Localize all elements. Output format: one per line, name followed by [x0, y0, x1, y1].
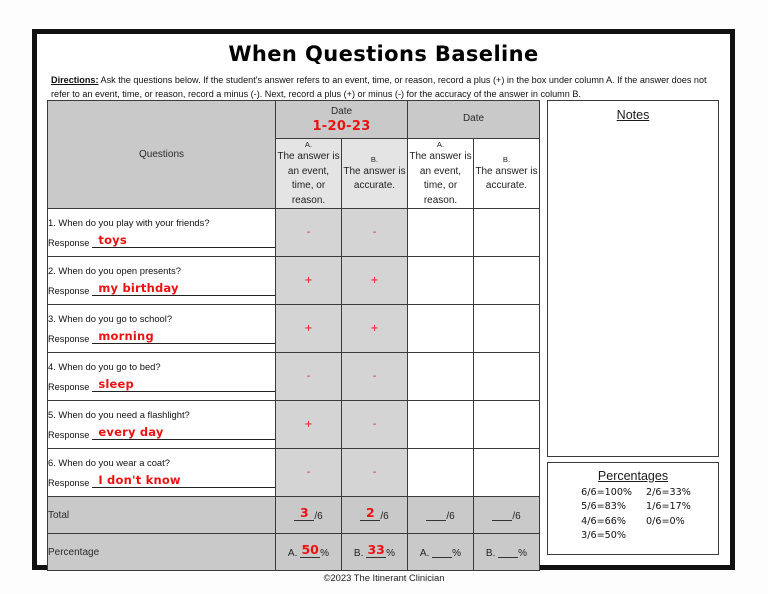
- percentages-key-title: Percentages: [597, 469, 669, 483]
- question-cell-4: [48, 353, 276, 401]
- percentages-key-item: 4/6=66%: [581, 515, 626, 527]
- total-blank-a2[interactable]: [426, 508, 446, 521]
- notes-box[interactable]: [547, 100, 719, 457]
- percentages-key-columns: [548, 486, 718, 544]
- percentage-suffix-b1: %: [386, 548, 396, 559]
- total-denom-a2: /6: [446, 511, 455, 522]
- question-text-4: 4. When do you go to bed?: [48, 361, 161, 372]
- mark-a2-row1[interactable]: [408, 209, 474, 257]
- question-text-1: 1. When do you play with your friends?: [48, 217, 210, 228]
- question-cell-6: [48, 449, 276, 497]
- response-field-4[interactable]: [92, 378, 275, 392]
- total-cell-b1[interactable]: [342, 497, 408, 534]
- mark-a2-row5[interactable]: [408, 401, 474, 449]
- table-row: [48, 209, 540, 257]
- mark-b2-row4[interactable]: [474, 353, 540, 401]
- percentages-key-column-left: [581, 486, 632, 544]
- mark-b2-row6[interactable]: [474, 449, 540, 497]
- page-title: When Questions Baseline: [228, 42, 539, 66]
- total-cell-a1[interactable]: [276, 497, 342, 534]
- percentage-prefix-b2: B.: [485, 548, 496, 559]
- subheader-b1-desc: The answer is accurate.: [343, 165, 406, 191]
- mark-a2-row6[interactable]: [408, 449, 474, 497]
- percentage-blank-b1[interactable]: [366, 542, 386, 558]
- response-value-4: sleep: [98, 377, 134, 391]
- question-cell-2: [48, 257, 276, 305]
- mark-a2-row2[interactable]: [408, 257, 474, 305]
- total-denom-a1: /6: [314, 511, 323, 522]
- percentages-key-item: 0/6=0%: [646, 515, 685, 527]
- mark-b2-row3[interactable]: [474, 305, 540, 353]
- response-line-2[interactable]: [48, 282, 275, 296]
- percentages-key-box: [547, 462, 719, 555]
- total-value-b1: 2: [365, 505, 375, 520]
- subheader-a1-letter: A.: [304, 140, 313, 149]
- total-cell-b2[interactable]: [474, 497, 540, 534]
- side-column: [547, 100, 719, 555]
- response-line-3[interactable]: [48, 330, 275, 344]
- subheader-b2-letter: B.: [502, 154, 511, 164]
- baseline-data-table: [47, 100, 540, 571]
- percentage-row: [48, 534, 540, 571]
- question-cell-3: [48, 305, 276, 353]
- response-value-2: my birthday: [98, 281, 179, 295]
- response-label-2: Response: [48, 286, 90, 296]
- date-value-1[interactable]: 1-20-23: [312, 118, 371, 134]
- total-row: [48, 497, 540, 534]
- response-label-5: Response: [48, 430, 90, 440]
- mark-a1-row2[interactable]: +: [276, 257, 342, 305]
- percentages-key-item: 2/6=33%: [646, 487, 691, 498]
- subheader-a1: [276, 139, 342, 209]
- total-denom-b2: /6: [512, 511, 521, 522]
- response-line-1[interactable]: [48, 234, 275, 248]
- percentage-blank-b2[interactable]: [498, 545, 518, 558]
- directions-paragraph: [51, 73, 716, 101]
- total-blank-a1[interactable]: [294, 505, 314, 521]
- response-value-6: I don't know: [98, 473, 181, 487]
- question-text-2: 2. When do you open presents?: [48, 265, 181, 276]
- subheader-a1-desc: The answer is an event, time, or reason.: [277, 151, 340, 206]
- mark-b2-row5[interactable]: [474, 401, 540, 449]
- table-header-row-dates: [48, 101, 540, 139]
- percentage-cell-a1[interactable]: [276, 534, 342, 571]
- question-cell-1: [48, 209, 276, 257]
- total-blank-b1[interactable]: [360, 505, 380, 521]
- mark-a2-row4[interactable]: [408, 353, 474, 401]
- response-line-6[interactable]: [48, 474, 275, 488]
- percentage-value-b1: 33: [367, 542, 385, 557]
- table-row: [48, 305, 540, 353]
- percentages-key-item: 6/6=100%: [581, 487, 633, 498]
- table-row: [48, 257, 540, 305]
- percentage-suffix-b2: %: [518, 548, 528, 559]
- response-field-2[interactable]: [92, 282, 275, 296]
- mark-b1-row6[interactable]: -: [342, 449, 408, 497]
- mark-a1-row5[interactable]: +: [276, 401, 342, 449]
- mark-b1-row4[interactable]: -: [342, 353, 408, 401]
- percentage-cell-b2[interactable]: [474, 534, 540, 571]
- subheader-a2-letter: A.: [436, 140, 445, 149]
- header-date-session-2: [408, 101, 540, 139]
- notes-title: Notes: [616, 108, 650, 122]
- response-line-5[interactable]: [48, 426, 275, 440]
- total-denom-b1: /6: [380, 511, 389, 522]
- percentage-label: Percentage: [48, 534, 276, 571]
- directions-label: Directions:: [51, 75, 99, 85]
- percentage-blank-a1[interactable]: [300, 542, 320, 558]
- response-label-4: Response: [48, 382, 90, 392]
- response-value-1: toys: [98, 233, 127, 247]
- percentage-suffix-a2: %: [452, 548, 462, 559]
- table-row: [48, 353, 540, 401]
- subheader-a2-desc: The answer is an event, time, or reason.: [409, 151, 472, 206]
- percentage-prefix-a1: A.: [287, 548, 298, 559]
- date-label-1: Date: [330, 105, 353, 117]
- percentages-key-item: 3/6=50%: [581, 530, 626, 542]
- mark-b1-row1[interactable]: -: [342, 209, 408, 257]
- question-cell-5: [48, 401, 276, 449]
- response-label-3: Response: [48, 334, 90, 344]
- question-text-3: 3. When do you go to school?: [48, 313, 173, 324]
- subheader-b1-letter: B.: [370, 154, 379, 164]
- response-value-3: morning: [98, 329, 154, 343]
- mark-a1-row4[interactable]: -: [276, 353, 342, 401]
- percentages-key-column-right: [646, 486, 691, 544]
- response-field-5[interactable]: [92, 426, 275, 440]
- percentage-prefix-b1: B.: [353, 548, 364, 559]
- response-label-1: Response: [48, 238, 90, 248]
- response-field-6[interactable]: [92, 474, 275, 488]
- mark-a2-row3[interactable]: [408, 305, 474, 353]
- mark-b1-row3[interactable]: +: [342, 305, 408, 353]
- percentage-cell-b1[interactable]: [342, 534, 408, 571]
- table-row: [48, 449, 540, 497]
- total-blank-b2[interactable]: [492, 508, 512, 521]
- worksheet-content: [47, 100, 720, 559]
- percentage-value-a1: 50: [301, 542, 319, 557]
- subheader-b2: [474, 139, 540, 209]
- subheader-a2: [408, 139, 474, 209]
- copyright-footer: ©2023 The Itinerant Clinician: [323, 572, 445, 583]
- total-cell-a2[interactable]: [408, 497, 474, 534]
- percentage-prefix-a2: A.: [419, 548, 430, 559]
- header-date-session-1: [276, 101, 408, 139]
- question-text-6: 6. When do you wear a coat?: [48, 457, 170, 468]
- percentage-blank-a2[interactable]: [432, 545, 452, 558]
- mark-b2-row2[interactable]: [474, 257, 540, 305]
- percentage-suffix-a1: %: [320, 548, 330, 559]
- mark-b2-row1[interactable]: [474, 209, 540, 257]
- mark-a1-row6[interactable]: -: [276, 449, 342, 497]
- subheader-b2-desc: The answer is accurate.: [475, 165, 538, 191]
- mark-b1-row2[interactable]: +: [342, 257, 408, 305]
- response-label-6: Response: [48, 478, 90, 488]
- directions-text: Ask the questions below. If the student's answer refers to an event, time, or reason, record a plus (+) in the box under column A. If the answer does not refer to an event, time, or reason, record a minus (-). Next, record a plus (+) or minus (-) for the accuracy of the answer in column B.: [51, 75, 707, 100]
- mark-b1-row5[interactable]: -: [342, 401, 408, 449]
- response-field-1[interactable]: [92, 234, 275, 248]
- percentage-cell-a2[interactable]: [408, 534, 474, 571]
- question-text-5: 5. When do you need a flashlight?: [48, 409, 190, 420]
- table-row: [48, 401, 540, 449]
- response-field-3[interactable]: [92, 330, 275, 344]
- mark-a1-row1[interactable]: -: [276, 209, 342, 257]
- response-value-5: every day: [98, 425, 164, 439]
- percentages-key-item: 5/6=83%: [581, 501, 626, 513]
- date-label-2: Date: [462, 113, 485, 124]
- percentages-key-item: 1/6=17%: [646, 501, 691, 513]
- sheet-inner: [37, 34, 730, 565]
- subheader-b1: [342, 139, 408, 209]
- total-value-a1: 3: [299, 505, 309, 520]
- total-label: Total: [48, 497, 276, 534]
- response-line-4[interactable]: [48, 378, 275, 392]
- sheet-border-frame: [32, 29, 735, 570]
- header-questions: Questions: [48, 101, 276, 209]
- mark-a1-row3[interactable]: +: [276, 305, 342, 353]
